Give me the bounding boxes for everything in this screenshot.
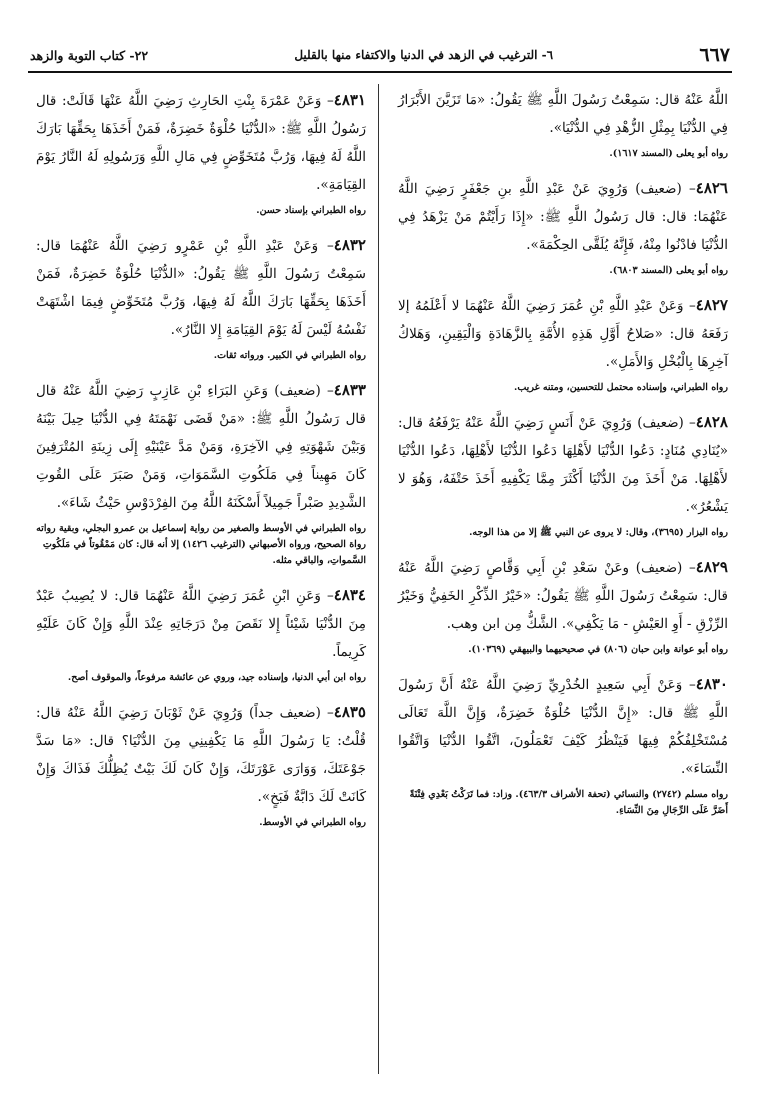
hadith-entry	[36, 231, 366, 364]
hadith-source: رواه مسلم (٢٧٤٢) والنسائي (تحفة الأشراف ٤٦٣/٣). وزاد: فما تَرَكْتُ بَعْدِي فِتْنَةً أَضَرَّ عَلَى الرِّجَالِ مِنَ النِّسَاءِ.	[409, 789, 728, 816]
hadith-source: رواه أبو يعلى (المسند ٦٨٠٣).	[609, 265, 728, 276]
hadith-text: – (ضعيف) وَرُوِيَ عَنْ أَنَسٍ رَضِيَ اللَّهُ عَنْهُ يَرْفَعُهُ قال: «يُنَادِي مُنَادٍ: دَعُوا الدُّنْيَا لأَهْلِهَا دَعُوا الدُّنْيَا لأَهْلِهَا، دَعُوا الدُّنْيَا لأَهْلِهَا. مَنْ أَخَذَ مِنَ الدُّنْيَا أَكْثَرَ مِمَّا يَكْفِيهِ أَخَذَ حَتْفَهُ، وَهُوَ لا يَشْعُرُ».	[398, 415, 728, 515]
hadith-source: رواه البزار (٣٦٩٥)، وقال: لا يروى عن النبي ﷺ إلا من هذا الوجه.	[469, 527, 728, 538]
hadith-text: – وَعَنْ أَبِي سَعِيدٍ الخُدْرِيِّ رَضِيَ اللَّهُ عَنْهُ أَنَّ رَسُولَ اللَّهِ ﷺ قال: «إِنَّ الدُّنْيَا حُلْوَةٌ خَضِرَةٌ، وَإِنَّ اللَّهَ تَعَالَى مُسْتَخْلِفُكُمْ فِيهَا فَيَنْظُرُ كَيْفَ تَعْمَلُونَ، اتَّقُوا الدُّنْيَا وَاتَّقُوا النِّسَاءَ».	[398, 677, 728, 777]
hadith-number: ٤٨٣٢	[333, 236, 366, 254]
hadith-entry	[36, 86, 366, 219]
hadith-source: رواه الطبراني، وإسناده محتمل للتحسين، ومتنه غريب.	[514, 382, 728, 393]
hadith-source: رواه أبو يعلى (المسند ١٦١٧).	[609, 148, 728, 159]
hadith-entry	[398, 408, 728, 541]
hadith-text: اللَّهُ عَنْهُ قال: سَمِعْتُ رَسُولَ اللَّهِ ﷺ يَقُولُ: «مَا تَزَيَّنَ الأَبْرَارُ فِي الدُّنْيَا بِمِثْلِ الزُّهْدِ فِي الدُّنْيَا».	[398, 92, 728, 136]
hadith-number: ٤٨٢٦	[695, 179, 728, 197]
hadith-entry	[398, 174, 728, 279]
hadith-number: ٤٨٣١	[333, 91, 366, 109]
column-divider	[378, 84, 379, 1074]
hadith-text: – وَعَنْ عَمْرَةَ بِنْتِ الحَارِثِ رَضِيَ اللَّهُ عَنْهَا قَالَتْ: قال رَسُولُ اللَّهِ ﷺ: «الدُّنْيَا حُلْوَةٌ خَضِرَةٌ، فَمَنْ أَخَذَهَا بِحَقِّهَا بَارَكَ اللَّهُ لَهُ فِيهَا، وَرُبَّ مُتَخَوِّضٍ فِي مَالِ اللَّهِ وَرَسُولِهِ لَهُ النَّارُ يَوْمَ القِيَامَةِ».	[36, 93, 366, 193]
hadith-text: – وَعَنْ عَبْدِ اللَّهِ بْنِ عَمْرٍو رَضِيَ اللَّهُ عَنْهُمَا قال: سَمِعْتُ رَسُولَ اللَّهِ ﷺ يَقُولُ: «الدُّنْيَا حُلْوَةٌ خَضِرَةٌ، فَمَنْ أَخَذَهَا بِحَقِّهَا بَارَكَ اللَّهُ لَهُ فِيهَا، وَرُبَّ مُتَخَوِّضٍ فِيمَا اشْتَهَتْ نَفْسُهُ لَيْسَ لَهُ يَوْمَ القِيَامَةِ إِلا النَّارُ».	[36, 238, 366, 338]
hadith-number: ٤٨٣٠	[695, 675, 728, 693]
book-title: ٢٢- كتاب التوبة والزهد	[30, 47, 149, 63]
hadith-source: رواه الطبراني في الأوسط والصغير من رواية إسماعيل بن عمرو البجلي، وبقية رواته رواة الصحيح، ورواه الأصبهاني (الترغيب ١٤٢٦) إلا أنه قال: كان مَمْقُوتاً في مَلَكُوتِ السَّمواتِ، والباقي مثله.	[36, 523, 366, 566]
right-column	[398, 86, 728, 831]
hadith-text: – وَعَنِ ابْنِ عُمَرَ رَضِيَ اللَّهُ عَنْهُمَا قال: لا يُصِيبُ عَبْدٌ مِنَ الدُّنْيَا شَيْئاً إِلا نَقَصَ مِنْ دَرَجَاتِهِ عِنْدَ اللَّهِ وَإِنْ كَانَ عَلَيْهِ كَرِيماً.	[36, 588, 366, 660]
hadith-text: – وَعَنْ عَبْدِ اللَّهِ بْنِ عُمَرَ رَضِيَ اللَّهُ عَنْهُمَا لا أَعْلَمُهُ إلا رَفَعَهُ قال: «صَلاحُ أَوَّلِ هَذِهِ الأُمَّةِ بِالزَّهَادَةِ وَالْيَقِينِ، وَهَلاكُ آخِرِهَا بِالْبُخْلِ وَالأَمَلِ».	[398, 298, 728, 370]
hadith-entry	[398, 670, 728, 819]
hadith-number: ٤٨٢٧	[695, 296, 728, 314]
hadith-entry	[36, 581, 366, 686]
hadith-number: ٤٨٣٥	[333, 703, 366, 721]
chapter-running-head: ٦- الترغيب في الزهد في الدنيا والاكتفاء منها بالقليل	[294, 48, 554, 62]
hadith-source: رواه الطبراني بإسناد حسن.	[256, 205, 366, 216]
hadith-number: ٤٨٣٣	[333, 381, 366, 399]
hadith-source: رواه الطبراني في الكبير. ورواته ثقات.	[213, 350, 366, 361]
page-header	[30, 42, 730, 68]
hadith-entry	[398, 291, 728, 396]
hadith-text: – (ضعيف) وعَنْ سَعْدِ بْنِ أَبِي وَقَّاصٍ رَضِيَ اللَّهُ عَنْهُ قال: سَمِعْتُ رَسُولَ اللَّهِ ﷺ يَقُولُ: «خَيْرُ الذِّكْرِ الخَفِيُّ وَخَيْرُ الرِّزْقِ - أَوِ العَيْشِ - مَا يَكْفِي». الشَّكُّ مِن ابن وهب.	[398, 560, 728, 632]
hadith-text: – (ضعيف) وَعَنِ البَرَاءِ بْنِ عَازِبٍ رَضِيَ اللَّهُ عَنْهُ قال قال رَسُولُ اللَّهِ ﷺ: «مَنْ قَضَى نَهْمَتَهُ فِي الدُّنْيَا حِيلَ بَيْنَهُ وَبَيْنَ شَهْوَتِهِ فِي الآخِرَةِ، وَمَنْ مَدَّ عَيْنَيْهِ إِلَى زِينَةِ المُتْرَفِينَ كَانَ مَهِيناً فِي مَلَكُوتِ السَّمَوَاتِ، وَمَنْ صَبَرَ عَلَى القُوتِ الشَّدِيدِ صَبْراً جَمِيلاً أَسْكَنَهُ اللَّهُ مِنَ الفِرْدَوْسِ حَيْثُ شَاءَ».	[36, 383, 366, 511]
left-column	[36, 86, 366, 843]
hadith-text: – (ضعيف جداً) وَرُوِيَ عَنْ ثَوْبَانَ رَضِيَ اللَّهُ عَنْهُ قال: قُلْتُ: يَا رَسُولَ اللَّهِ مَا يَكْفِينِي مِنَ الدُّنْيَا؟ قال: «مَا سَدَّ جَوْعَتَكَ، وَوَارَى عَوْرَتَكَ، وَإِنْ كَانَ لَكَ بَيْتٌ يُظِلُّكَ فَذَاكَ وَإِنْ كَانَتْ لَكَ دَابَّةٌ فَبَخٍ».	[36, 705, 366, 805]
hadith-number: ٤٨٣٤	[333, 586, 366, 604]
header-divider	[28, 71, 732, 73]
hadith-number: ٤٨٢٩	[695, 558, 728, 576]
hadith-source: رواه ابن أبي الدنيا، وإسناده جيد، وروي عن عائشة مرفوعاً، والموقوف أصح.	[67, 672, 366, 683]
hadith-entry	[36, 376, 366, 569]
hadith-entry	[36, 698, 366, 831]
hadith-entry	[398, 86, 728, 162]
hadith-number: ٤٨٢٨	[695, 413, 728, 431]
hadith-entry	[398, 553, 728, 658]
hadith-source: رواه الطبراني في الأوسط.	[259, 817, 366, 828]
hadith-text: – (ضعيف) وَرُوِيَ عَنْ عَبْدِ اللَّهِ بنِ جَعْفَرٍ رَضِيَ اللَّهُ عَنْهُمَا: قال: قال رَسُولُ اللَّهِ ﷺ: «إِذَا رَأَيْتُمْ مَنْ يَزْهَدُ فِي الدُّنْيَا فادْنُوا مِنْهُ، فَإِنَّهُ يُلَقَّى الحِكْمَةَ».	[398, 181, 728, 253]
hadith-source: رواه أبو عوانة وابن حبان (٨٠٦) في صحيحيهما والبيهقي (١٠٣٦٩).	[468, 644, 728, 655]
page-number: ٦٦٧	[699, 44, 730, 66]
